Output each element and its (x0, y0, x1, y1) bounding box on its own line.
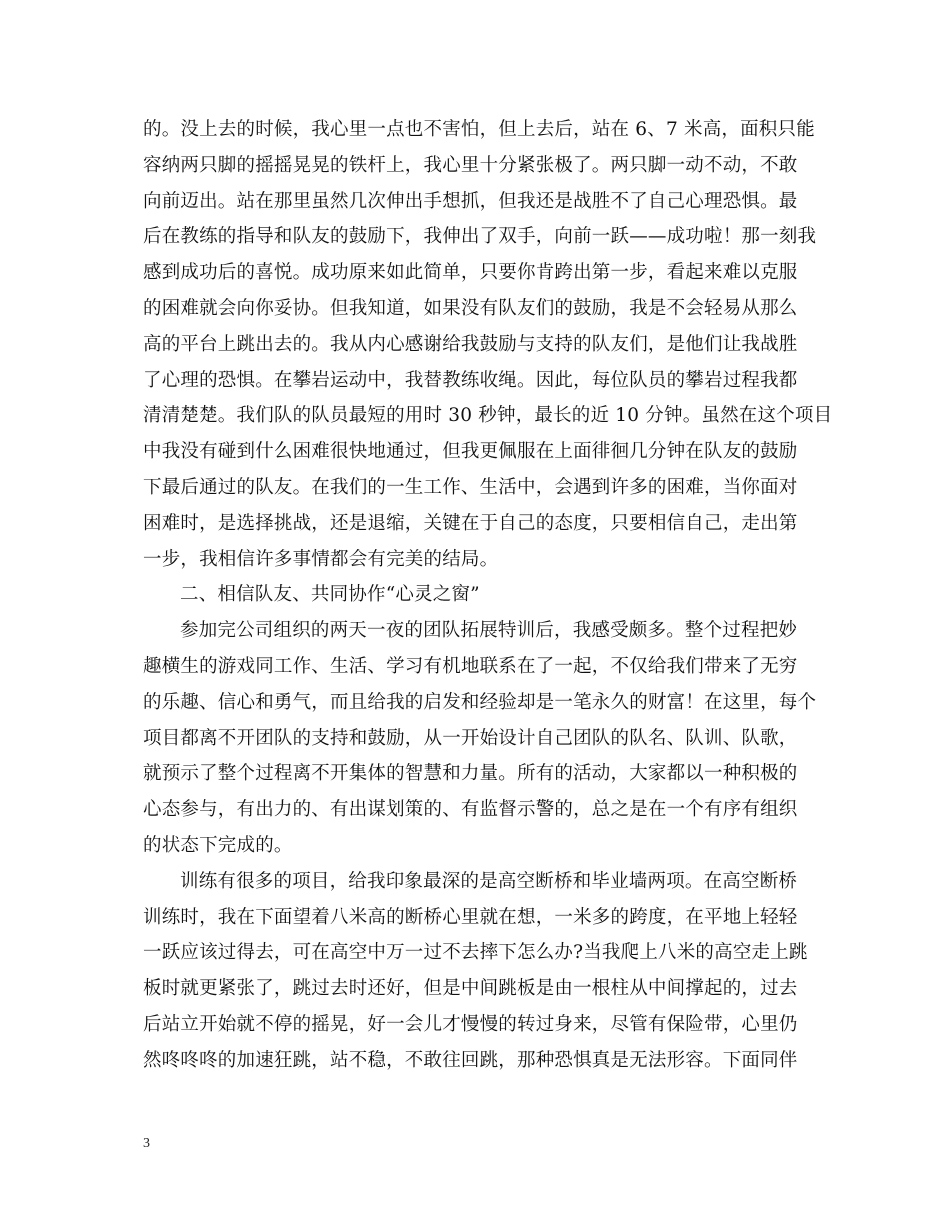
text-line: 的状态下完成的。 (143, 834, 293, 856)
text-line: 中我没有碰到什么困难很快地通过，但我更佩服在上面徘徊几分钟在队友的鼓励 (143, 441, 798, 463)
text-line: 后在教练的指导和队友的鼓励下，我伸出了双手，向前一跃——成功啦！那一刻我 (143, 226, 817, 248)
text-line: 了心理的恐惧。在攀岩运动中，我替教练收绳。因此，每位队员的攀岩过程我都 (143, 369, 798, 391)
text-line: 的。没上去的时候，我心里一点也不害怕，但上去后，站在 6、7 米高，面积只能 (143, 119, 815, 140)
text-line: 板时就更紧张了，跳过去时还好，但是中间跳板是由一根柱从中间撑起的，过去 (143, 978, 798, 1000)
text-line: 向前迈出。站在那里虽然几次伸出手想抓，但我还是战胜不了自己心理恐惧。最 (143, 190, 798, 212)
page-number: 3 (143, 1136, 150, 1151)
text-line: 的困难就会向你妥协。但我知道，如果没有队友们的鼓励，我是不会轻易从那么 (143, 297, 798, 319)
text-line: 训练时，我在下面望着八米高的断桥心里就在想，一米多的跨度，在平地上轻轻 (143, 906, 798, 928)
text-line: 参加完公司组织的两天一夜的团队拓展特训后，我感受颇多。整个过程把妙 (180, 620, 798, 642)
text-line: 项目都离不开团队的支持和鼓励，从一开始设计自己团队的队名、队训、队歌， (143, 727, 798, 749)
text-line: 一跃应该过得去，可在高空中万一过不去摔下怎么办?当我爬上八米的高空走上跳 (143, 942, 808, 964)
text-line: 后站立开始就不停的摇晃，好一会儿才慢慢的转过身来，尽管有保险带，心里仍 (143, 1013, 798, 1035)
text-line: 感到成功后的喜悦。成功原来如此简单，只要你肯跨出第一步，看起来难以克服 (143, 262, 798, 284)
text-line: 的乐趣、信心和勇气，而且给我的启发和经验却是一笔永久的财富！在这里，每个 (143, 691, 817, 713)
text-line: 然咚咚咚的加速狂跳，站不稳，不敢往回跳，那种恐惧真是无法形容。下面同伴 (143, 1049, 798, 1071)
text-line: 就预示了整个过程离不开集体的智慧和力量。所有的活动，大家都以一种积极的 (143, 763, 798, 785)
text-line: 下最后通过的队友。在我们的一生工作、生活中，会遇到许多的困难，当你面对 (143, 476, 798, 498)
text-line: 一步，我相信许多事情都会有完美的结局。 (143, 548, 499, 570)
text-line: 高的平台上跳出去的。我从内心感谢给我鼓励与支持的队友们，是他们让我战胜 (143, 333, 798, 355)
text-line: 趣横生的游戏同工作、生活、学习有机地联系在了一起，不仅给我们带来了无穷 (143, 655, 798, 677)
text-line: 困难时，是选择挑战，还是退缩，关键在于自己的态度，只要相信自己，走出第 (143, 512, 798, 534)
text-line: 清清楚楚。我们队的队员最短的用时 30 秒钟，最长的近 10 分钟。虽然在这个项目 (143, 405, 833, 427)
section-heading: 二、相信队友、共同协作“心灵之窗” (180, 584, 480, 606)
text-line: 训练有很多的项目，给我印象最深的是高空断桥和毕业墙两项。在高空断桥 (180, 870, 798, 892)
body-text (143, 112, 833, 1079)
text-line: 容纳两只脚的摇摇晃晃的铁杆上，我心里十分紧张极了。两只脚一动不动，不敢 (143, 154, 798, 176)
text-line: 心态参与，有出力的、有出谋划策的、有监督示警的，总之是在一个有序有组织 (143, 799, 798, 821)
